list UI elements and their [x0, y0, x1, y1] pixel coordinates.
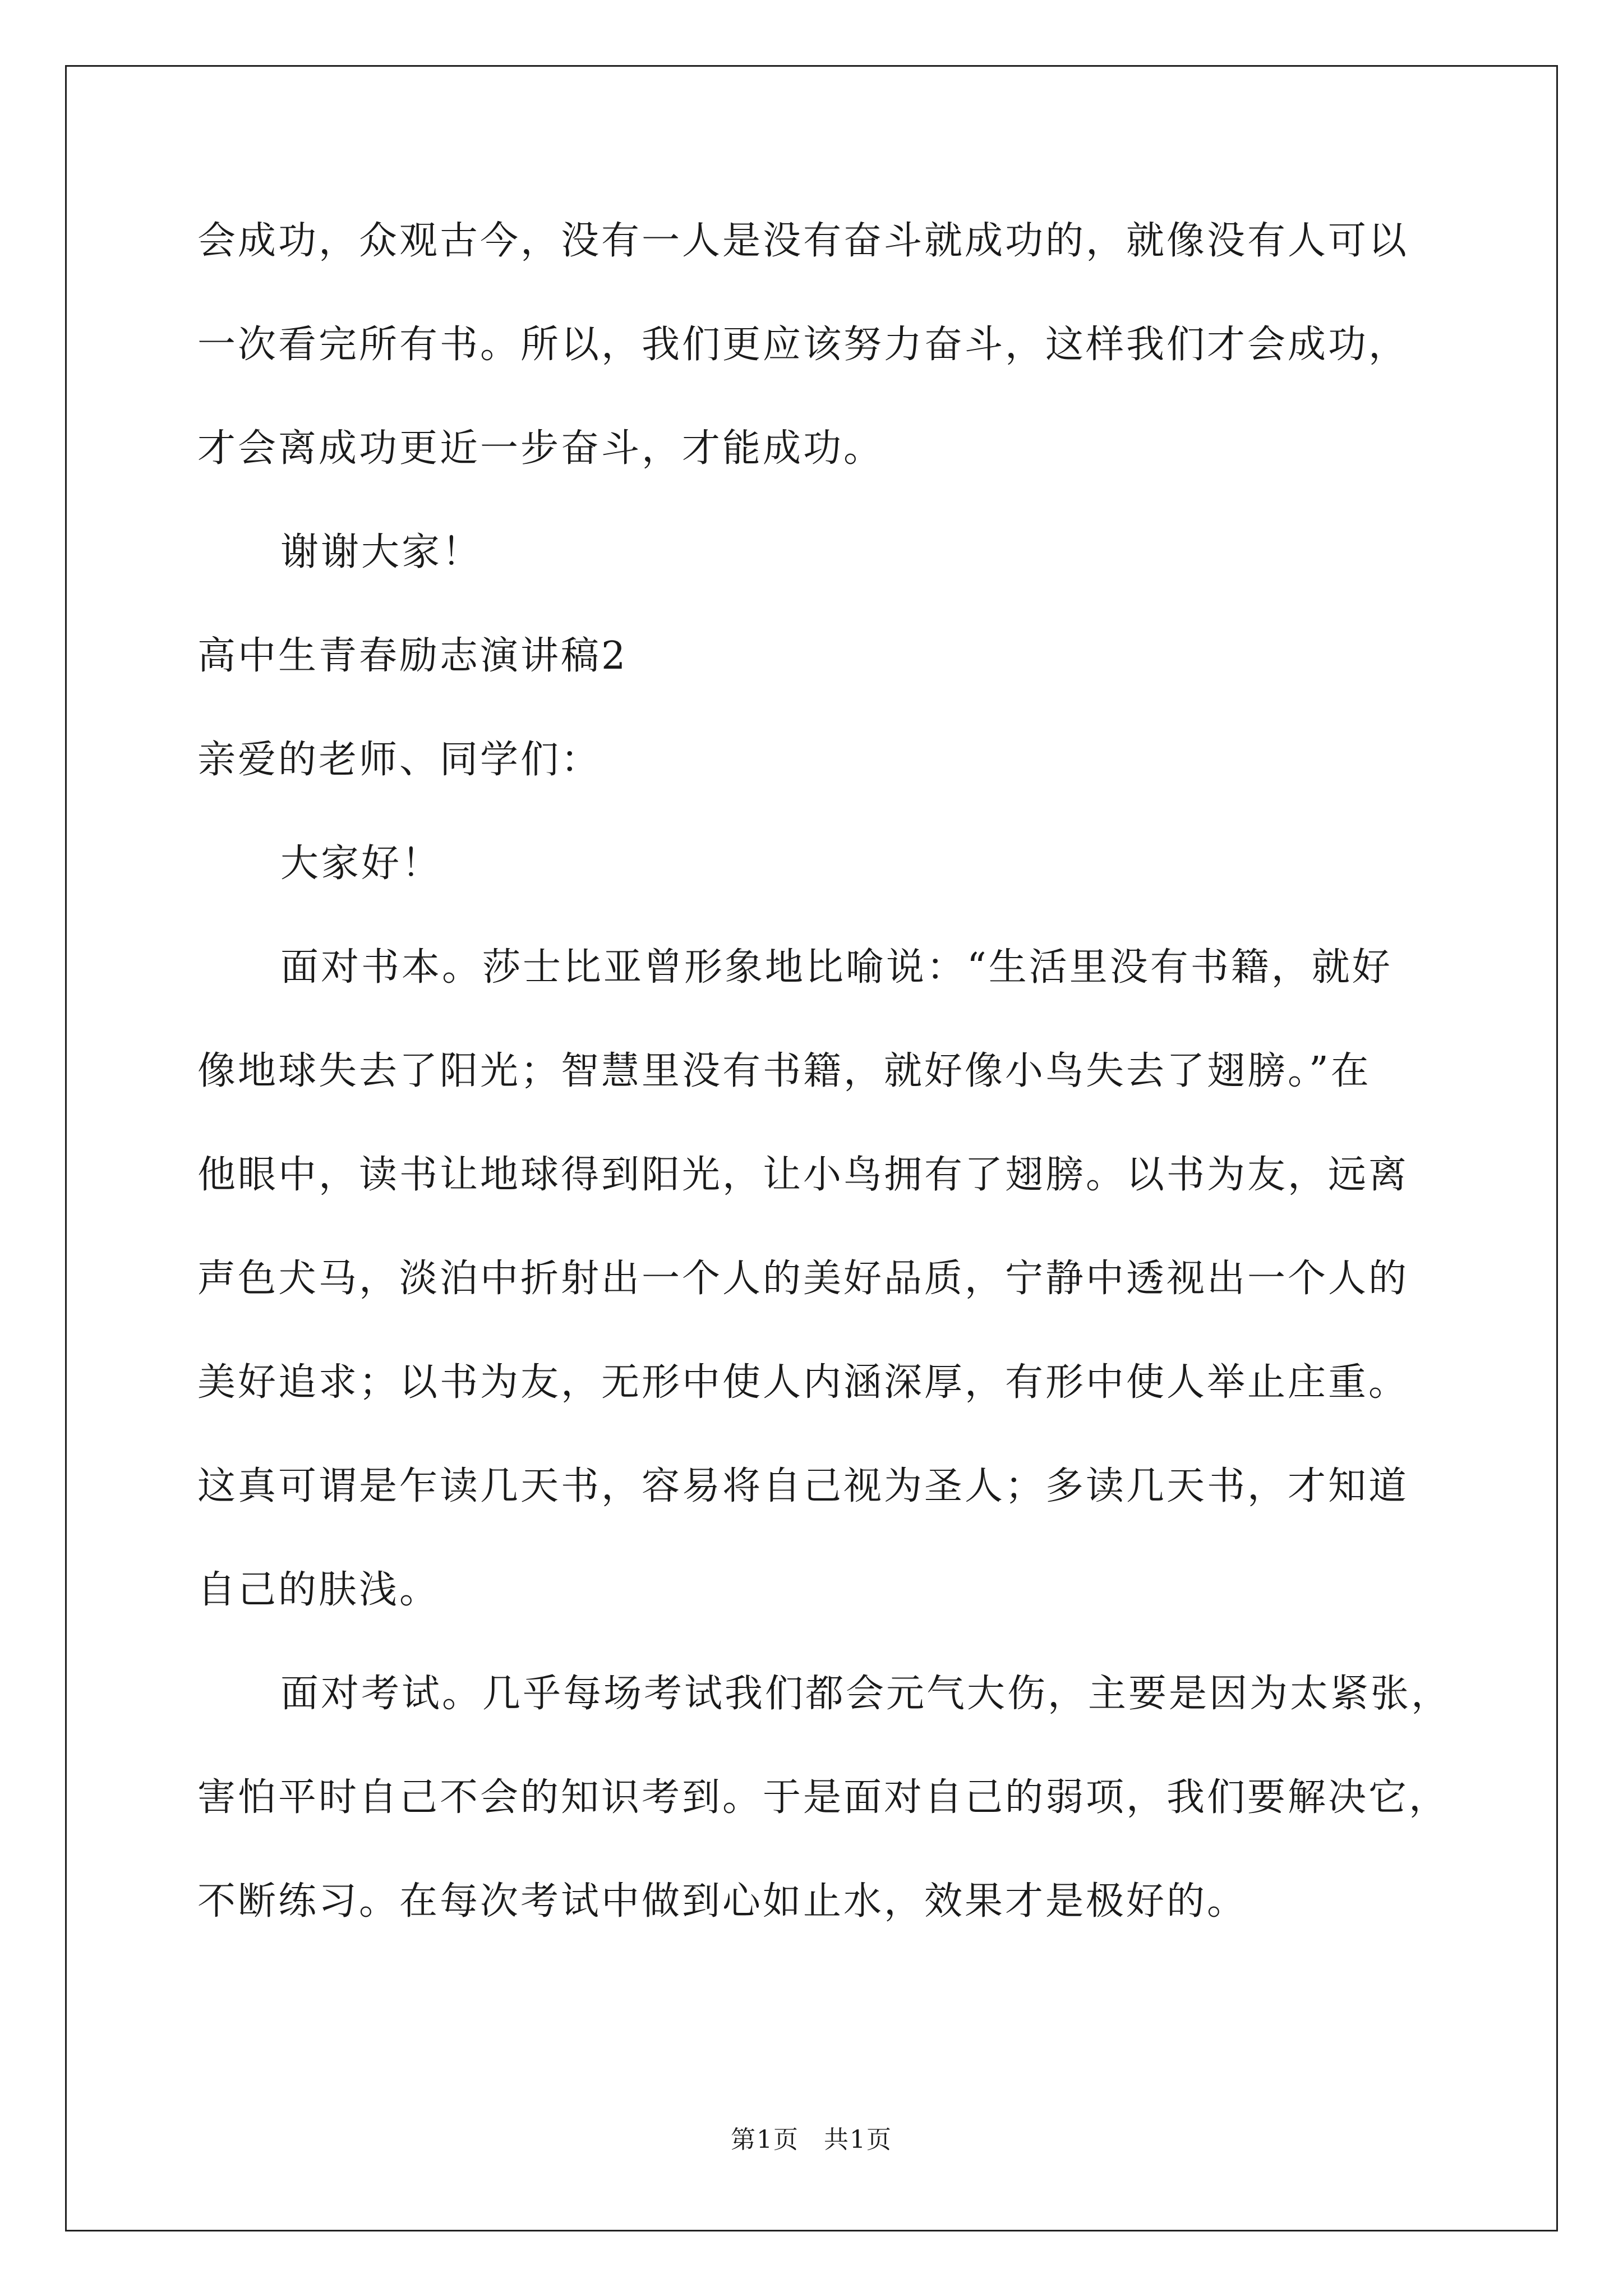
- closing-line: 谢谢大家！: [280, 530, 483, 574]
- text-line: 这真可谓是乍读几天书，容易将自己视为圣人；多读几天书，才知道: [197, 1464, 1409, 1508]
- page-total: 共1页: [824, 2125, 892, 2154]
- salutation: 亲爱的老师、同学们：: [197, 738, 602, 782]
- text-line: 害怕平时自己不会的知识考到。于是面对自己的弱项，我们要解决它，: [197, 1775, 1450, 1820]
- page-number: 第1页: [731, 2125, 799, 2154]
- text-line: 自己的肤浅。: [197, 1568, 440, 1612]
- text-line: 面对考试。几乎每场考试我们都会元气大伤，主要是因为太紧张，: [280, 1672, 1452, 1716]
- text-line: 一次看完所有书。所以，我们更应该努力奋斗，这样我们才会成功，: [197, 323, 1409, 367]
- greeting-line: 大家好！: [280, 841, 442, 886]
- text-line: 像地球失去了阳光；智慧里没有书籍，就好像小鸟失去了翅膀。”在: [197, 1049, 1371, 1093]
- text-line: 会成功，众观古今，没有一人是没有奋斗就成功的，就像没有人可以: [197, 219, 1409, 263]
- section-title: 高中生青春励志演讲稿2: [197, 634, 628, 678]
- text-line: 他眼中，读书让地球得到阳光，让小鸟拥有了翅膀。以书为友，远离: [197, 1153, 1409, 1197]
- text-line: 才会离成功更近一步奋斗，才能成功。: [197, 426, 884, 471]
- text-line: 美好追求；以书为友，无形中使人内涵深厚，有形中使人举止庄重。: [197, 1360, 1409, 1405]
- text-line: 声色犬马，淡泊中折射出一个人的美好品质，宁静中透视出一个人的: [197, 1257, 1409, 1301]
- text-line: 面对书本。莎士比亚曾形象地比喻说：“生活里没有书籍，就好: [280, 945, 1393, 990]
- text-line: 不断练习。在每次考试中做到心如止水，效果才是极好的。: [197, 1879, 1248, 1924]
- page-footer: [0, 2125, 1623, 2155]
